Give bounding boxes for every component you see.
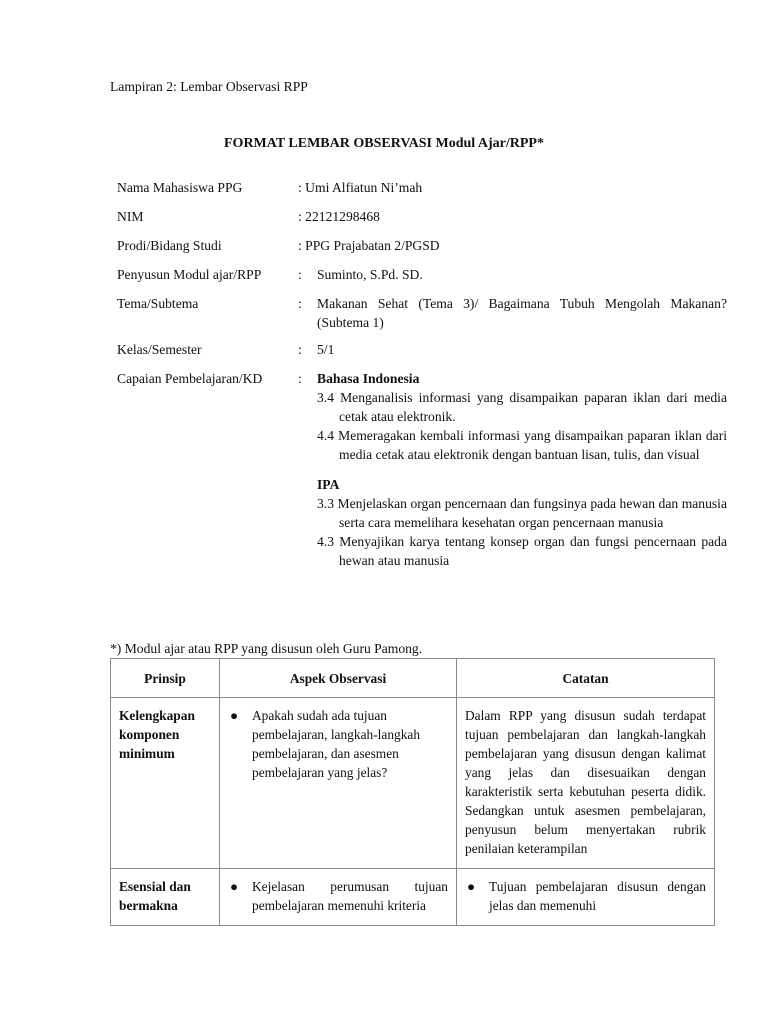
kelas-colon: :: [298, 342, 302, 357]
observation-table: [110, 658, 715, 926]
kd-item: 4.3 Menyajikan karya tentang konsep organ dan fungsi pencernaan pada hewan atau manusia: [317, 534, 727, 568]
nama-value: : Umi Alfiatun Ni’mah: [298, 180, 423, 195]
row-kelas: [117, 340, 727, 369]
header-prinsip: Prinsip: [111, 659, 220, 698]
row-capaian: [117, 369, 727, 570]
nim-label: NIM: [117, 209, 144, 224]
aspek-text: Kejelasan perumusan tujuan pembelajaran memenuhi kriteria: [252, 879, 448, 913]
prinsip-cell: Kelengkapan komponen minimum: [111, 698, 220, 869]
tema-label: Tema/Subtema: [117, 296, 199, 311]
prinsip-cell: Esensial dan bermakna: [111, 869, 220, 926]
row-nim: [117, 207, 727, 236]
table-row: [111, 869, 715, 926]
table-row: [111, 698, 715, 869]
kelas-label: Kelas/Semester: [117, 342, 202, 357]
kd-item: 3.4 Menganalisis informasi yang disampaikan paparan iklan dari media cetak atau elektronik.: [317, 390, 727, 424]
header-aspek-observasi: Aspek Observasi: [220, 659, 457, 698]
tema-value: Makanan Sehat (Tema 3)/ Bagaimana Tubuh Mengolah Makanan? (Subtema 1): [317, 296, 727, 330]
capaian-colon: :: [298, 371, 302, 386]
catatan-text: Tujuan pembelajaran disusun dengan jelas dan memenuhi: [489, 879, 706, 913]
nim-value: : 22121298468: [298, 209, 380, 224]
kd-list: [317, 369, 727, 570]
nama-label: Nama Mahasiswa PPG: [117, 180, 243, 195]
kd-item: 4.4 Memeragakan kembali informasi yang disampaikan paparan iklan dari media cetak atau elektronik dengan bantuan lisan, tulis, dan visual: [317, 428, 727, 462]
kd-heading-bahasa-indonesia: Bahasa Indonesia: [317, 371, 420, 386]
bullet-icon: ●: [467, 879, 476, 894]
row-nama: [117, 178, 727, 207]
row-penyusun: [117, 265, 727, 294]
bullet-icon: ●: [230, 879, 239, 894]
capaian-label: Capaian Pembelajaran/KD: [117, 371, 263, 386]
kd-item: 3.3 Menjelaskan organ pencernaan dan fungsinya pada hewan dan manusia serta cara memelihara kesehatan organ pencernaan manusia: [317, 496, 727, 530]
identity-section: [117, 178, 727, 570]
row-tema: [117, 294, 727, 340]
header-catatan: Catatan: [457, 659, 715, 698]
prodi-value: : PPG Prajabatan 2/PGSD: [298, 238, 440, 253]
penyusun-colon: :: [298, 267, 302, 282]
penyusun-value: Suminto, S.Pd. SD.: [317, 267, 423, 282]
catatan-cell: Dalam RPP yang disusun sudah terdapat tujuan pembelajaran dan langkah-langkah pembelajaran yang disusun dengan kalimat yang jelas dan disesuaikan dengan karakteristik serta kebutuhan peserta didik. Sedangkan untuk asesmen pembelajaran, penyusun belum menyertakan rubrik penilaian keterampilan: [457, 698, 715, 869]
row-prodi: [117, 236, 727, 265]
aspek-cell: [220, 698, 457, 869]
catatan-cell: [457, 869, 715, 926]
tema-colon: :: [298, 296, 302, 311]
penyusun-label: Penyusun Modul ajar/RPP: [117, 267, 262, 282]
bullet-icon: ●: [230, 708, 239, 723]
table-header-row: [111, 659, 715, 698]
prodi-label: Prodi/Bidang Studi: [117, 238, 222, 253]
document-title: FORMAT LEMBAR OBSERVASI Modul Ajar/RPP*: [224, 136, 544, 151]
footnote: *) Modul ajar atau RPP yang disusun oleh Guru Pamong.: [110, 641, 423, 656]
kelas-value: 5/1: [317, 342, 335, 357]
kd-heading-ipa: IPA: [317, 477, 340, 492]
aspek-cell: [220, 869, 457, 926]
lampiran-label: Lampiran 2: Lembar Observasi RPP: [110, 79, 308, 94]
aspek-text: Apakah sudah ada tujuan pembelajaran, langkah-langkah pembelajaran, dan asesmen pembelajaran yang jelas?: [252, 708, 421, 780]
